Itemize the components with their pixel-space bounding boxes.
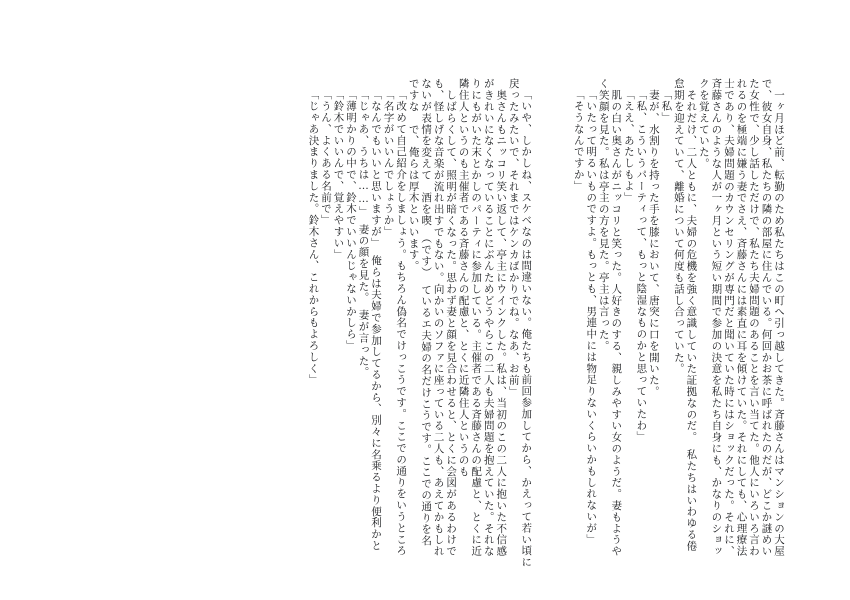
text-line: 「じゃあ決まりました。鈴木さん、これからもよろしく」 [307, 89, 320, 386]
text-line: クを覚えていた。 [697, 78, 710, 170]
text-line: 「そうなんですか」 [572, 89, 585, 192]
text-line: 戻ったみたいで、それまではケンカばかりでね。なあ、お前」 [507, 78, 520, 398]
text-line: 「名字がいいんでしょうか」 [382, 89, 395, 238]
text-line: 一ヶ月ほど前、転勤のため私たちはこの町へ引っ越してきた。斉藤さんはマンションの大屋 [773, 78, 785, 557]
text-line: 奥さんもニッコリ笑い返して、亭主にウインクした。私は、当初のこの二人に抱いた不信感 [495, 78, 508, 557]
text-line: 「いたって明るいものですよ。もっとも、男連中には物足りないくらいかもしれないが」 [585, 89, 598, 545]
text-line: 「鈴木でいいんで、覚えやすい」 [332, 89, 345, 260]
text-line: 「改めて自己紹介をしましょう。もちろん偽名でけっこうです。ここでの通りをいうところ [395, 89, 408, 557]
page-right-text-block [571, 78, 785, 557]
text-line: ないが表情を変えて 酒を喫 （です） ているエ夫婦の名だけこうです。ここでの通りを名 [420, 78, 433, 547]
page-left-text-block [306, 78, 533, 568]
text-line: 「薄明かりの中で、鈴木でいいんじゃないかしら」 [345, 89, 358, 352]
text-line: 斉藤さんのような人が一ヶ月という短い期間で参加の決意を私たち自身にも、かなりのショッ [710, 78, 723, 557]
text-line: 「いや、しかしね、スケベなのは間違いない。俺たちも前回参加してから、かえって若い頃に [520, 89, 533, 568]
text-line: 「うん、よくある名前で」 [319, 89, 332, 226]
text-line: 「私、こういうパーティって、もっと陰湿なものかと思っていたわ」 [635, 89, 648, 443]
text-line: 怠期を迎えていて、離婚について何度も話し合っていた。 [672, 78, 685, 375]
text-line: 肌の白い奥さんがニッコリと笑った。人好きのする、親しみやすい女のようだ。妻もようや [610, 78, 623, 557]
text-line: 「なんでもいいと思いますが」 俺らは夫婦で参加してるから、別々に名乗るより便利かと [370, 89, 383, 552]
text-line: りにもがいた末とかしのパーティに参加している。主催者である斉藤さんの配慮と、とくに近 [470, 78, 483, 557]
text-line: 「私」 [660, 89, 673, 124]
text-line: た女性で、少し話しただけで、私たち夫婦問題のあることを言い当てた。他人にいろいろ言わ [747, 78, 760, 557]
text-line: く笑顔を見た。私は亭主の方を見た。亭主は言った。 [597, 78, 610, 352]
text-line: ですな で、俺らは厚木といいます。 [407, 78, 420, 272]
text-line: で、彼女自身、私たちの隣の部屋に住んでいる。何回かお茶に呼ばれたのだが、どこか謎めい [760, 78, 773, 557]
text-line: 「じゃあ、うちは……」 妻の顔を見た。 妻が言った。 [357, 89, 370, 378]
text-line: それだけ、二人ともに、夫婦の危機を強く意識していた証拠なのだ。 私たちはいわゆる倦 [685, 78, 698, 552]
text-line: しばらくして、照明が暗くなった。思わず妻と顔を見合わせると、とくに会図があるわけで [445, 78, 458, 557]
text-line: も、怪しげな音楽が流れ出すでもない。向かいのソファに座っている二人も、あえてかもしれ [432, 78, 445, 557]
text-line: 隣住人というのも主催者である斉藤さんの配慮と、とくに近隣住人というのも [457, 78, 470, 477]
text-line: がきれいになくなっていることにぶんためどうやらこの二人も夫婦問題を抱えていた。それな [482, 78, 495, 557]
text-line: れるのを極端に嫌う妻でさえ、斉藤さんには素直に耳を傾けていた。それにしても、心理療法 [735, 78, 748, 557]
text-line: 妻が、水割りを持った手を膝において、唐突に口を開いた。 [647, 78, 660, 398]
text-line: 士であり、夫婦問題のカウンセリングが専門だと聞いていた時にはショックだった。それに、 [722, 78, 735, 557]
text-line: 「ええ、あたしもよ」 [622, 89, 635, 203]
